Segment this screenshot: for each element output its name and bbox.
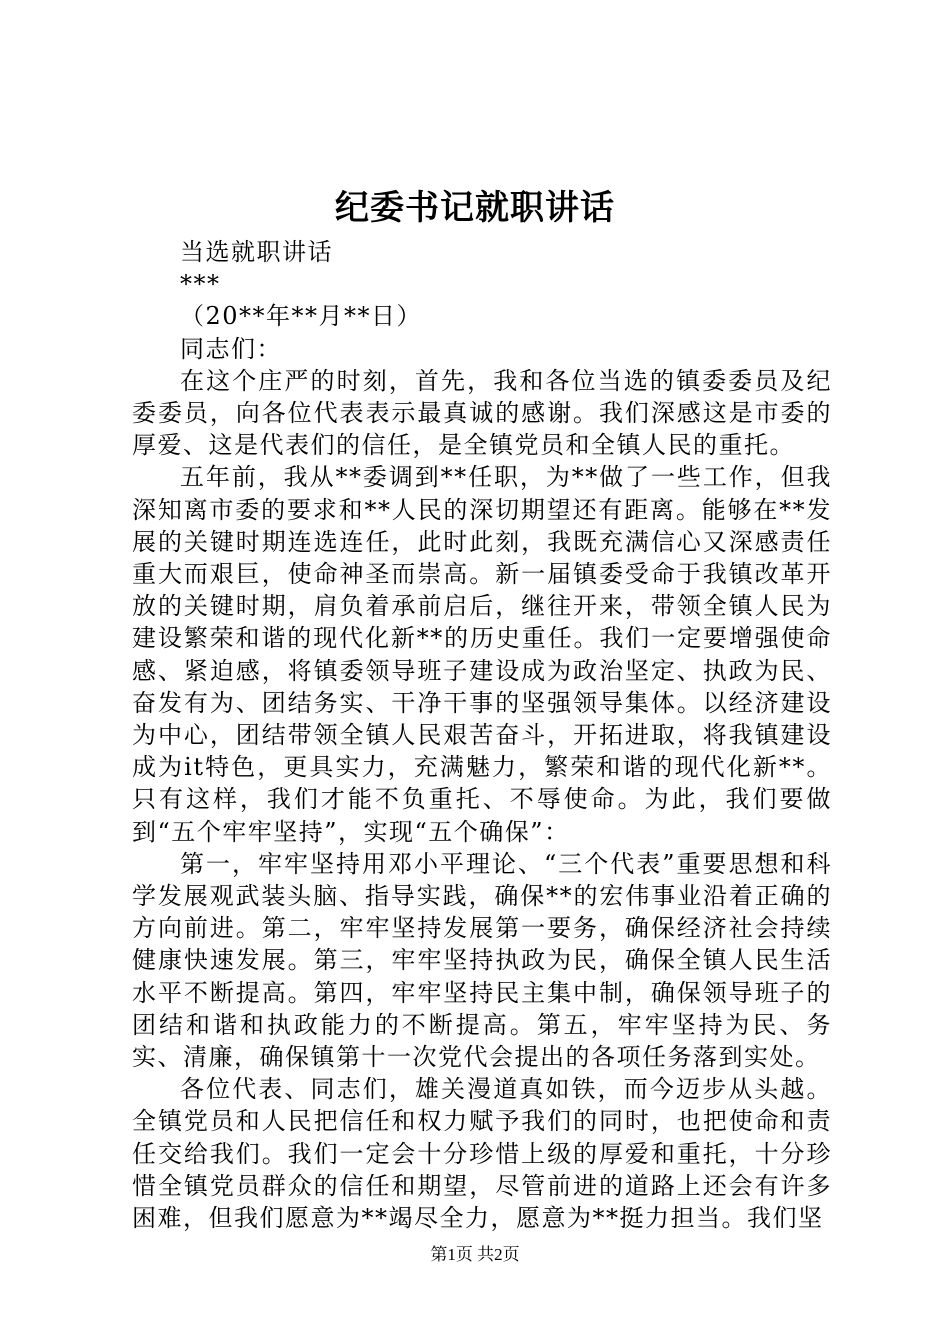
paragraph: 第一，牢牢坚持用邓小平理论、“三个代表”重要思想和科学发展观武装头脑、指导实践，确保**的宏伟事业沿着正确的方向前进。第二，牢牢坚持发展第一要务，确保经济社会持续健康快速发展。第三，牢牢坚持执政为民，确保全镇人民生活水平不断提高。第四，牢牢坚持民主集中制，确保领导班子的团结和谐和执政能力的不断提高。第五，牢牢坚持为民、务实、清廉，确保镇第十一次党代会提出的各项任务落到实处。 <box>132 849 832 1072</box>
document-body <box>132 236 832 1234</box>
salutation-line: 同志们： <box>180 334 282 363</box>
author-line: *** <box>180 270 221 299</box>
page-number-footer: 第1页 共2页 <box>430 1245 520 1264</box>
date-line: （20**年**月**日） <box>180 302 423 331</box>
subtitle-line: 当选就职讲话 <box>180 238 333 266</box>
document-title: 纪委书记就职讲话 <box>335 188 615 228</box>
paragraph: 各位代表、同志们，雄关漫道真如铁，而今迈步从头越。全镇党员和人民把信任和权力赋予我们的同时，也把使命和责任交给我们。我们一定会十分珍惜上级的厚爱和重托，十分珍惜全镇党员群众的信任和期望，尽管前进的道路上还会有许多困难，但我们愿意为**竭尽全力，愿意为**挺力担当。我们坚 <box>132 1075 832 1233</box>
paragraph: 五年前，我从**委调到**任职，为**做了一些工作，但我深知离市委的要求和**人民的深切期望还有距离。能够在**发展的关键时期连选连任，此时此刻，我既充满信心又深感责任重大而艰巨，使命神圣而崇高。新一届镇委受命于我镇改革开放的关键时期，肩负着承前启后，继往开来，带领全镇人民为建设繁荣和谐的现代化新**的历史重任。我们一定要增强使命感、紧迫感，将镇委领导班子建设成为政治坚定、执政为民、奋发有为、团结务实、干净干事的坚强领导集体。以经济建设为中心，团结带领全镇人民艰苦奋斗，开拓进取，将我镇建设成为it特色，更具实力，充满魅力，繁荣和谐的现代化新**。只有这样，我们才能不负重托、不辱使命。为此，我们要做到“五个牢牢坚持”，实现“五个确保”： <box>132 463 832 846</box>
paragraph: 在这个庄严的时刻，首先，我和各位当选的镇委委员及纪委委员，向各位代表表示最真诚的感谢。我们深感这是市委的厚爱、这是代表们的信任，是全镇党员和全镇人民的重托。 <box>132 366 832 460</box>
